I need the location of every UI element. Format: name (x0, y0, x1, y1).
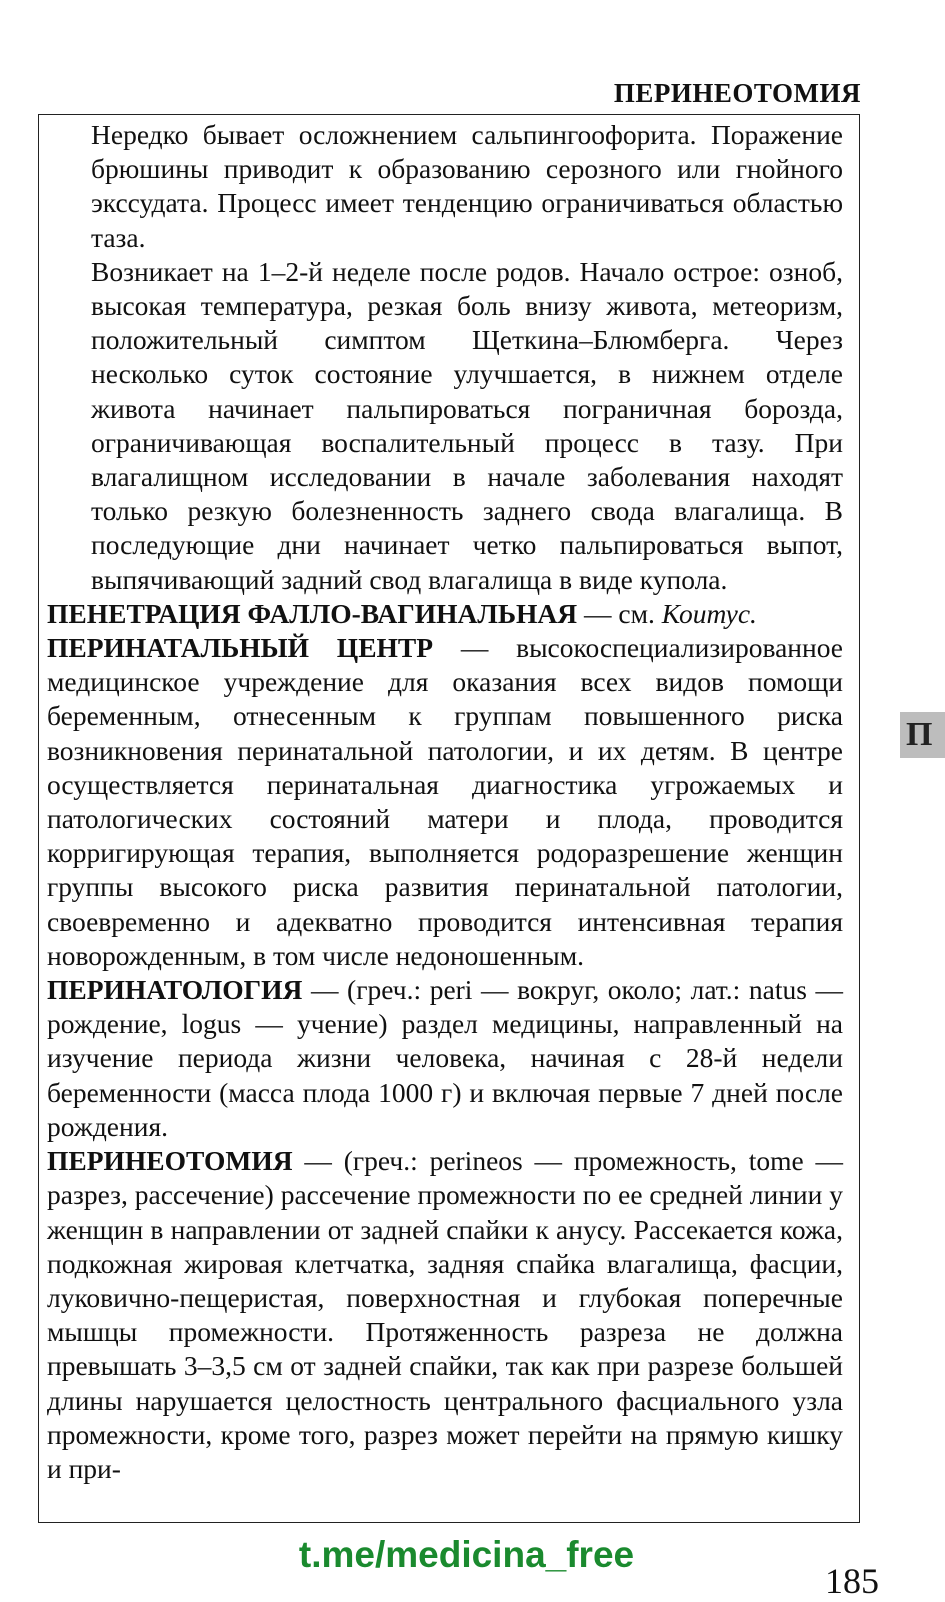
entry-term: ПЕРИНЕОТОМИЯ (47, 1145, 293, 1177)
continuation-block (47, 118, 843, 597)
dictionary-entry (47, 973, 843, 1144)
continuation-paragraph: Возникает на 1–2-й неделе после родов. Начало острое: озноб, высокая температура, резкая боль внизу живота, метеоризм, положительный симптом Щеткина–Блюмберга. Через несколько суток состояние улучшается, в нижнем отделе живота начинает пальпироваться пограничная борозда, ограничивающая воспалительный процесс в тазу. При влагалищном исследовании в начале заболевания находят только резкую болезненность заднего свода влагалища. В последующие дни начинает четко пальпироваться выпот, выпячивающий задний свод влагалища в виде купола. (91, 255, 843, 595)
entry-term: ПЕНЕТРАЦИЯ ФАЛЛО-ВАГИНАЛЬНАЯ (47, 597, 578, 629)
entry-term: ПЕРИНАТОЛОГИЯ (47, 974, 303, 1006)
running-head: ПЕРИНЕОТОМИЯ (613, 78, 861, 108)
section-thumb-tab: П (900, 712, 945, 758)
entry-text: — (греч.: perineos — промежность, tome — разрез, рассечение) рассечение промежности по ее средней линии у женщин в направлении от задней спайки к анусу. Рассекается кожа, подкожная жировая клетчатка, задняя спайка влагалища, фасции, луковично-пещеристая, поверхностная и глубокая поперечные мышцы промежности. Протяженность разреза не должна превышать 3–3,5 см от задней спайки, так как при разрезе большей длины нарушается целостность центрального фасциального узла промежности, кроме того, разрез может перейти на прямую кишку и при- (47, 1145, 843, 1484)
entry-cross-reference[interactable]: Коитус. (661, 597, 757, 629)
continuation-paragraph: Нередко бывает осложнением сальпингоофорита. Поражение брюшины приводит к образованию серозного или гнойного экссудата. Процесс имеет тенденцию ограничиваться областью таза. (91, 119, 843, 253)
dictionary-entry (47, 631, 843, 973)
dictionary-entry (47, 1144, 843, 1486)
entry-text: — высокоспециализированное медицинское учреждение для оказания всех видов помощи беременным, отнесенным к группам повышенного риска возникновения перинатальной патологии, и их детям. В центре осуществляется перинатальная диагностика угрожаемых и патологических состояний матери и плода, проводится корригирующая терапия, выполняется родоразрешение женщин группы высокого риска развития перинатальной патологии, своевременно и адекватно проводится интенсивная терапия новорожденным, в том числе недоношенным. (47, 632, 843, 971)
channel-link[interactable]: t.me/medicina_free (298, 1534, 635, 1575)
page-body (47, 118, 843, 1486)
entry-text: — см. (577, 597, 662, 629)
entry-term: ПЕРИНАТАЛЬНЫЙ ЦЕНТР (47, 632, 434, 664)
entry-text: — (греч.: peri — вокруг, около; лат.: natus — рождение, logus — учение) раздел медицины, направленный на изучение периода жизни человека, начиная с 28-й недели беременности (масса плода 1000 г) и включая первые 7 дней после рождения. (47, 974, 843, 1142)
dictionary-entry (47, 597, 843, 631)
page-number: 185 (825, 1561, 879, 1601)
